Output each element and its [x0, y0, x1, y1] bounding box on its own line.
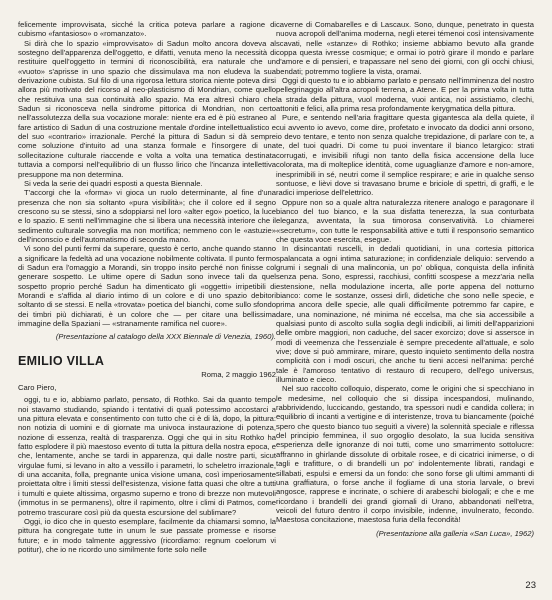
letter-dateline: Roma, 2 maggio 1962: [201, 369, 276, 379]
paragraph: Si veda la serie dei quadri esposti a questa Biennale.: [24, 178, 203, 188]
paragraph: Oggi, io dico che in questo esemplare, facilmente da chiamarsi somno, la pittura ha congregate tutte in unum le sue passate promesse e risorse future; e in modo talmente aggressivo (ricordiamo: regnum coelorum vi potitur), che io ne ricordo uno similmente forte solo nelle: [18, 516, 276, 554]
paragraph: T'accorgi che la «forma» vi gioca un ruolo determinante, al fine d'una presenza che non sia soltanto «pura visibilità»; che il colore ed il segno crescono su se stessi, sino a sdoppiarsi nel loro «alter ego» poetico, la luce e lo spazio. E senti nell'immagine che si libera una necessità interiore che il sedimento culturale sorveglia ma non mortifica; nemmeno con le «astuzie» dell'inconscio e dell'automatismo di seconda mano.: [18, 188, 276, 244]
author-heading: EMILIO VILLA: [18, 353, 105, 368]
paragraph: caverne di Comabarelles e di Lascaux. Sono, dunque, penetrato in questa nuova acropoli dell'anima moderna, negli eterei témenoi così intensivamente scavati, nelle «stanze» di Rothko; insieme abbiamo bevuto alla grande coppa questa ivresse cosmique; e ormai io potrò girare il mondo e parlare d'amore e di pensieri, e trapassare nel seno dei giorni, con gli occhi chiusi, bendati; potremmo togliere la vista, oramai.: [276, 20, 534, 76]
page-number: 23: [525, 580, 536, 591]
paragraph: Si dirà che lo spazio «improvvisato» di Sadun molto ancora doveva al sostegno dell'apparenza dell'oggetto, e difatti, venuta meno la necessità di restituire quell'oggetto in termini di riconoscibilità, era naturale che un «vuoto» s'aprisse in uno spazio che dissimulava ma non eludeva la sua derivazione cubista. Sul filo di una rigorosa lettura storica niente poteva dirsi allora più motivato del ricorso al neo-plasticismo di Mondrian, come quello che restituiva una sua continuità allo spazio. Ma era altresì chiaro che Sadun si riconosceva nella sindrome pittorica di Mondrian, non certo nell'assolutezza della sua vocazione morale: niente era ed è più estraneo al fare artistico di Sadun di una costruzione mentale d'ordine intellettualistico e del suo «contrario» irrazionale. Perché la pittura di Sadun si dà sempre come soluzione d'intuito ad una stanza formale e l'insorgere di una sollecitazione culturale riaccende e volta a volta una tematica destinata tuttavia a comporsi nell'equilibrio di un flusso lirico che l'incanza intellettiva presuppone ma non determina.: [18, 38, 276, 179]
right-column: [276, 20, 534, 538]
paragraph: Oppure non so a quale altra naturalezza ritenere analogo e paragonare il bianco del tuo bianco, e la sua disfatta tenerezza, la sua conturbata eleganza, avventata, la sua timorosa conservatività. Lo chiamerei «secretum», con tutte le responsabilità attive e tutti il responsorio semantico che questa voce esercita, esegue.: [276, 197, 534, 244]
paragraph: In disincantati ruscelli, in dedali quotidiani, in una cortesia pittorica spalancata a ogni intima saturazione; in confidenziale deliquio: servendo a grumi i segnali di una malinconia, un po' obliqua, conquista della infinità senza pena. Sono, espressi, racchiusi, confitti scospese a mezz'aria nella estensione, nella modulazione incerta, alle porte appena del notturno bianco: come le sostanze, ossesi dirlì, didetiche che sono nelle specie, e prima ancora delle specie, alle quali difficilmente potremmo far capire, e dare, una nominazione, né minima né eccelsa, ma che sia accessibile a qualsiasi punto di ascolto sulla soglia degli indicibili, ai limiti dell'apparizioni delle ombre maggiori, non caduche, del sacer exorcizo; dove si assersce in modi di veemenza che l'essenziale è sempre precedente all'attuale, e solo vive; dove si può ammirare, mirare, questo inquieto sentimento della nostra complicità con i modi oscuri, che anche tu tieni accesi nell'anima: perché tale è l'amoroso tentativo di restauro di recupero, dell'ego universus, illuminato e cieco.: [276, 244, 534, 385]
left-column: [18, 20, 276, 554]
paragraph: Oggi di questo tu e io abbiamo parlato e pensato nell'imminenza del nostro pellegrinaggio all'altra acropoli terrena, a Atene. E per la prima volta in tutta la strada della pittura, vuol moderna, vuoi antica, noi assistiamo, cîechi, attoniti e felici, alla prima resa profondamente kerygmatica della pittura.: [276, 76, 534, 114]
paragraph: Pure, e sentendo nell'aria fragittare questa gigantesca ala della quiete, il cui avvento io avevo, come dire, profetato e invocato da dodici anni orsono, io devo tentare, e tento non senza qualche trepidazione, di parlare con te, a te, del tuoi quadri. Di come tu puoi inventare il bianco letargico: strati corrugati, e invisibili rifugi non tanto della fisica accensione della luce colorata, ma di molteplice identità, come uguaglianze d'amore e non-amore, inesprimibili in sé, neutri come il semplice respirare; e arie in qualche senso sontuose, e lièvi dove si travasano brume e briciole di spettri, di graffi, e le radici imperiose dell'elettrico.: [276, 113, 534, 198]
source-citation: (Presentazione alla galleria «San Luca», 1962): [376, 528, 534, 538]
paragraph: felicemente improvvisata, sicché la critica poteva parlare a ragione di cubismo «fantasioso» o «romanzato».: [18, 20, 276, 39]
source-citation: (Presentazione al catalogo della XXX Biennale di Venezia, 1960).: [55, 332, 276, 342]
paragraph: oggi, tu e io, abbiamo parlato, pensato, di Rothko. Sai da quanto tempo noi stavamo studiando, spiando i tentativi di quali potessimo accostarci a una pittura elevata e consentimento con tutto che ci è di là, dopo, la pittura: non notizia di uomini e di giornate ma univoca instaurazione di potenza, nozione di essenza, realtà di trasparenza. Oggi che qui in situ Rothko ha fatto esplodere il più maestoso evento di tutta la pittura della nostra epoca, e che, lentamente, anche se tardi in apparenza, qui dalle nostre parti, sicut virgulae fumi, si levano in alto a vessillo i parametri, lo scheletro irrazionale, di una accanita, folla, pregnante unica visione umana, così imperiosamente proiettata oltre i limiti stessi dell'esistenza, visione fatta quasi che oltre a tutti i tumulti e quiete altissima, orgasmo superno e trono di brezze non mutevoli (immotus in se permanens), oltre il rapimento, oltre i climi di Patmos, come potremo trascurare così più da questa escursione del sublimare?: [18, 395, 276, 517]
letter-salutation: Caro Piero,: [18, 383, 57, 393]
paragraph: Nel suo raccolto colloquio, disperato, come le origini che si specchiano in le medesime, nel colloquio che si dissipa incespandosi, mulinando, rabbrividendo, luccicando, gestando, tra spessori nudi e candida collera; in equilibrio di incanti a vertigine e di interistenze, trova tu biancamente (poiché spero che questo bianco tuo seguitì a vivere) la solennità speciale e riflessa del principio femminea, il suo orgoglio desolato, la sua lucida sensitiva esperienza delle ignoranze di noi tutti, come uno smarrimento sottolucre: affranno in ghirlande dissolute di orbitale rosee, e di cicatrici inimerse, o di tagli e trafitture, o di brandelli un po' indolentemente librati, randagi e sillabati, espulsi e emersi da un fondo: che sono forse gli ultimi ammanti di una graffiatura, o forse anche il fogliame di una storia larvale, o brevi angosce, rapprese e incrinate, o schiere di arabeschi biologali; e che e me ricordano i brandelli dei grandi giornali di Urano, abbandonati nell'etra, veicoli del futuro dentro il corpo invisibile, indenne, invulnerato, fecondo. Maestosa concitazione, maestosa furia della fecondità!: [276, 384, 534, 525]
paragraph: Vi sono del punti fermi da superare, questo è certo, anche quando stanno a significare la fedeltà ad una vocazione nobilmente coltivata. Il punto fermo di Sadun era l'omaggio a Morandi, sin troppo insito perché non finisse col generare sospetto. Le ultime opere di Sadun sono invece tali da quel sospetto proprio perché Sadun ha dimenticato gli «oggetti» irripetibili di Morandi e s'affida al diario intimo di un colore e di uno spazio debitori soltanto di se stessi. E nella «trovata» poetica del bianchi, come sullo sfondo dei timbri più dichiarati, è un colore che — per citare una bellissima immagine della Spaziani — «stranamente ramifica nel cuore».: [18, 244, 276, 328]
